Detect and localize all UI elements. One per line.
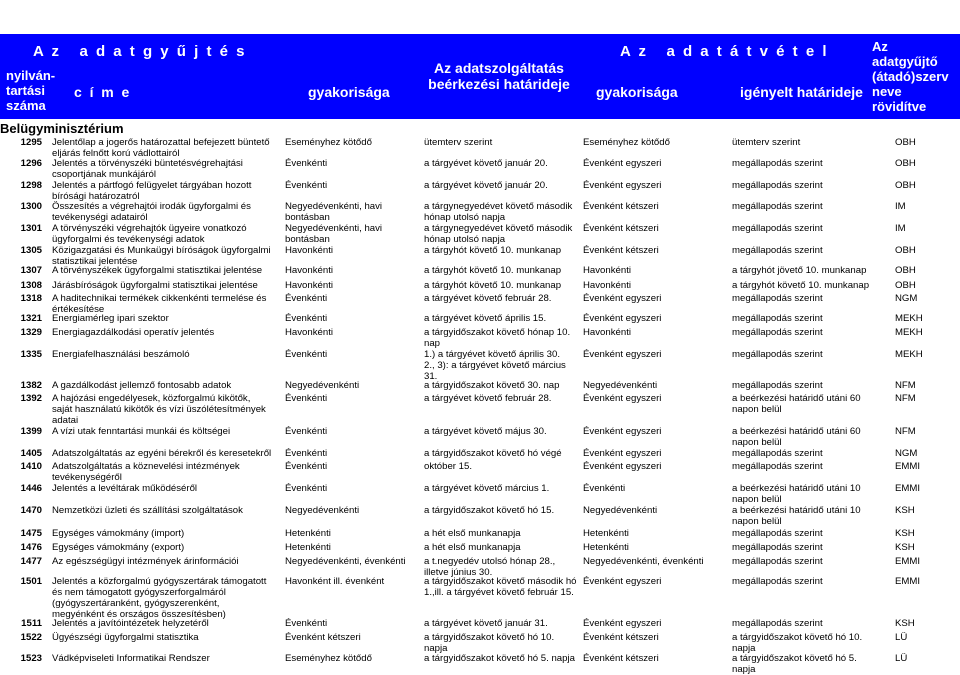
cell-tdue: megállapodás szerint [732, 327, 823, 338]
cell-org: OBH [895, 158, 916, 169]
cell-name: Jelentés a közforgalmú gyógyszertárak támogatott és nem támogatott gyógyszerforgalmáról (gyógyszertáranként, gyógyszerenként, megyénként és országos összesítésben) [52, 576, 267, 620]
cell-tdue: megállapodás szerint [732, 158, 823, 169]
cell-org: OBH [895, 245, 916, 256]
cell-name: Összesítés a végrehajtói irodák ügyforgalmi és tevékenységi adatairól [52, 201, 251, 223]
cell-due: a tárgyhót követő 10. munkanap [424, 265, 562, 276]
cell-id: 1298 [20, 180, 42, 191]
cell-due: a tárgyhót követő 10. munkanap [424, 280, 562, 291]
cell-org: LÜ [895, 632, 908, 643]
cell-org: KSH [895, 618, 915, 629]
cell-name: Adatszolgáltatás a köznevelési intézmények tevékenységéről [52, 461, 240, 483]
cell-tfreq: Évenként egyszeri [583, 158, 662, 169]
cell-id: 1295 [20, 137, 42, 148]
cell-org: OBH [895, 280, 916, 291]
cell-tdue: megállapodás szerint [732, 542, 823, 553]
cell-name: Jelentőlap a jogerős határozattal befejezett büntető eljárás felnőtt korú vádlottairól [52, 137, 270, 159]
cell-freq: Évenként kétszeri [285, 632, 361, 643]
cell-org: OBH [895, 265, 916, 276]
section-title: Belügyminisztérium [0, 121, 124, 136]
cell-tfreq: Évenként egyszeri [583, 448, 662, 459]
cell-due: a tárgyidőszakot követő hó 5. napja [424, 653, 575, 664]
cell-id: 1318 [20, 293, 42, 304]
cell-id: 1501 [20, 576, 42, 587]
cell-freq: Eseményhez kötődő [285, 137, 372, 148]
col-frequency-header: gyakorisága [308, 84, 390, 100]
cell-due: a tárgyévet követő február 28. [424, 293, 552, 304]
cell-name: Adatszolgáltatás az egyéni bérekről és keresetekről [52, 448, 272, 459]
cell-tfreq: Évenként kétszeri [583, 653, 659, 664]
col-registry-number-header: nyilván- tartási száma [6, 68, 56, 113]
cell-freq: Évenkénti [285, 448, 328, 459]
cell-name: Energiamérleg ipari szektor [52, 313, 169, 324]
col-requested-due-header: igényelt határideje [740, 84, 863, 100]
col-organization-header: Az adatgyűjtő (átadó)szerv neve rövidítve [872, 39, 949, 114]
cell-name: Jelentés a törvényszéki büntetésvégrehajtási csoportjának munkájáról [52, 158, 243, 180]
col-due-header: Az adatszolgáltatás beérkezési határideje [428, 60, 570, 92]
cell-due: a tárgyévet követő május 30. [424, 426, 547, 437]
cell-tfreq: Évenkénti [583, 483, 626, 494]
cell-name: Egységes vámokmány (export) [52, 542, 185, 553]
cell-org: IM [895, 223, 906, 234]
cell-org: OBH [895, 137, 916, 148]
cell-tfreq: Havonkénti [583, 280, 631, 291]
cell-id: 1476 [20, 542, 42, 553]
cell-org: NFM [895, 426, 916, 437]
cell-id: 1446 [20, 483, 42, 494]
cell-tfreq: Évenként egyszeri [583, 576, 662, 587]
cell-org: KSH [895, 528, 915, 539]
cell-org: NGM [895, 448, 918, 459]
cell-tfreq: Évenként egyszeri [583, 349, 662, 360]
cell-tfreq: Negyedévenkénti [583, 380, 658, 391]
cell-due: a tárgynegyedévet követő második hónap utolsó napja [424, 223, 573, 245]
cell-freq: Negyedévenkénti, havi bontásban [285, 223, 383, 245]
cell-freq: Havonkénti [285, 327, 333, 338]
cell-id: 1308 [20, 280, 42, 291]
cell-due: a tárgyidőszakot követő hó 15. [424, 505, 555, 516]
cell-tfreq: Évenként egyszeri [583, 426, 662, 437]
cell-due: a tárgyévet követő január 31. [424, 618, 548, 629]
cell-freq: Negyedévenkénti [285, 380, 360, 391]
cell-tdue: megállapodás szerint [732, 180, 823, 191]
cell-name: A törvényszéki végrehajtók ügyeire vonatkozó ügyforgalmi és tevékenységi adatok [52, 223, 247, 245]
cell-freq: Havonként ill. évenként [285, 576, 385, 587]
cell-name: Járásbíróságok ügyforgalmi statisztikai jelentése [52, 280, 258, 291]
cell-tfreq: Évenként egyszeri [583, 393, 662, 404]
cell-org: MEKH [895, 313, 923, 324]
cell-org: KSH [895, 542, 915, 553]
cell-tdue: megállapodás szerint [732, 618, 823, 629]
cell-org: NFM [895, 393, 916, 404]
cell-org: EMMI [895, 483, 921, 494]
cell-org: MEKH [895, 349, 923, 360]
cell-name: A törvényszékek ügyforgalmi statisztikai jelentése [52, 265, 263, 276]
col-name-header: c í m e [74, 84, 130, 100]
cell-id: 1475 [20, 528, 42, 539]
cell-freq: Havonkénti [285, 265, 333, 276]
cell-id: 1307 [20, 265, 42, 276]
cell-id: 1522 [20, 632, 42, 643]
cell-freq: Évenkénti [285, 426, 328, 437]
cell-tfreq: Havonkénti [583, 327, 631, 338]
cell-id: 1335 [20, 349, 42, 360]
cell-freq: Eseményhez kötődő [285, 653, 372, 664]
cell-org: OBH [895, 180, 916, 191]
cell-tdue: a beérkezési határidő utáni 10 napon belül [732, 483, 861, 505]
cell-tfreq: Eseményhez kötődő [583, 137, 670, 148]
cell-due: a tárgyidőszakot követő 30. nap [424, 380, 560, 391]
cell-due: a tárgyévet követő február 28. [424, 393, 552, 404]
cell-org: MEKH [895, 327, 923, 338]
header-data-collection: A z a d a t g y ű j t é s [33, 43, 247, 60]
cell-tdue: a beérkezési határidő utáni 60 napon belül [732, 426, 861, 448]
cell-tdue: megállapodás szerint [732, 556, 823, 567]
cell-id: 1305 [20, 245, 42, 256]
cell-freq: Évenkénti [285, 349, 328, 360]
cell-due: a tárgyévet követő április 15. [424, 313, 547, 324]
cell-id: 1329 [20, 327, 42, 338]
cell-name: Egységes vámokmány (import) [52, 528, 185, 539]
cell-freq: Évenkénti [285, 393, 328, 404]
cell-freq: Havonkénti [285, 280, 333, 291]
cell-name: A hajózási engedélyesek, közforgalmú kikötők, saját használatú kikötők és vízi üszólétesítmények adatai [52, 393, 266, 426]
cell-due: a tárgynegyedévet követő második hónap utolsó napja [424, 201, 573, 223]
cell-id: 1477 [20, 556, 42, 567]
cell-freq: Negyedévenkénti [285, 505, 360, 516]
cell-tfreq: Hetenkénti [583, 528, 629, 539]
cell-tdue: megállapodás szerint [732, 313, 823, 324]
cell-due: a tárgyidőszakot követő második hó 1.,ill. a tárgyévet követő február 15. [424, 576, 577, 598]
cell-tfreq: Negyedévenkénti [583, 505, 658, 516]
cell-due: a tárgyévet követő március 1. [424, 483, 550, 494]
cell-due: 1.) a tárgyévet követő április 30. 2., 3): a tárgyévet követő március 31. [424, 349, 566, 382]
cell-due: ütemterv szerint [424, 137, 493, 148]
cell-org: EMMI [895, 556, 921, 567]
cell-freq: Hetenkénti [285, 528, 331, 539]
cell-freq: Évenkénti [285, 180, 328, 191]
cell-due: a t.negyedév utolsó hónap 28., illetve június 30. [424, 556, 556, 578]
cell-id: 1300 [20, 201, 42, 212]
cell-tfreq: Évenként kétszeri [583, 223, 659, 234]
cell-due: a hét első munkanapja [424, 542, 521, 553]
cell-freq: Negyedévenkénti, évenkénti [285, 556, 406, 567]
cell-tdue: megállapodás szerint [732, 349, 823, 360]
cell-tdue: megállapodás szerint [732, 576, 823, 587]
cell-tdue: a beérkezési határidő utáni 60 napon belül [732, 393, 861, 415]
cell-name: Vádképviseleti Informatikai Rendszer [52, 653, 210, 664]
cell-tdue: megállapodás szerint [732, 201, 823, 212]
col-transfer-frequency-header: gyakorisága [596, 84, 678, 100]
cell-freq: Évenkénti [285, 293, 328, 304]
header-data-transfer: A z a d a t á t v é t e l [620, 43, 829, 60]
cell-name: Az egészségügyi intézmények árinformációi [52, 556, 239, 567]
cell-org: EMMI [895, 576, 921, 587]
cell-tdue: ütemterv szerint [732, 137, 801, 148]
cell-due: október 15. [424, 461, 473, 472]
cell-tdue: megállapodás szerint [732, 461, 823, 472]
cell-name: Energiagazdálkodási operatív jelentés [52, 327, 215, 338]
cell-name: Jelentés a javítóintézetek helyzetéről [52, 618, 209, 629]
cell-tfreq: Évenként egyszeri [583, 461, 662, 472]
cell-name: A haditechnikai termékek cikkenkénti termelése és értékesítése [52, 293, 267, 315]
cell-id: 1410 [20, 461, 42, 472]
cell-tdue: megállapodás szerint [732, 293, 823, 304]
cell-freq: Évenkénti [285, 461, 328, 472]
cell-tdue: a tárgyhót jövető 10. munkanap [732, 265, 867, 276]
cell-name: Jelentés a pártfogó felügyelet tárgyában hozott bírósági határozatról [52, 180, 252, 202]
cell-tdue: megállapodás szerint [732, 245, 823, 256]
cell-tfreq: Évenként egyszeri [583, 293, 662, 304]
table-header [0, 34, 960, 119]
cell-freq: Évenkénti [285, 483, 328, 494]
cell-id: 1511 [21, 618, 42, 629]
cell-org: EMMI [895, 461, 921, 472]
cell-tdue: megállapodás szerint [732, 380, 823, 391]
cell-freq: Évenkénti [285, 158, 328, 169]
cell-freq: Évenkénti [285, 313, 328, 324]
cell-tdue: megállapodás szerint [732, 528, 823, 539]
cell-tfreq: Évenként kétszeri [583, 245, 659, 256]
cell-name: Ügyészségi ügyforgalmi statisztika [52, 632, 199, 643]
cell-name: Közigazgatási és Munkaügyi bíróságok ügyforgalmi statisztikai jelentése [52, 245, 271, 267]
cell-id: 1321 [20, 313, 42, 324]
cell-org: KSH [895, 505, 915, 516]
cell-org: LÜ [895, 653, 908, 664]
cell-freq: Évenkénti [285, 618, 328, 629]
cell-name: A vízi utak fenntartási munkái és költségei [52, 426, 231, 437]
cell-id: 1296 [20, 158, 42, 169]
cell-id: 1382 [20, 380, 42, 391]
cell-name: Jelentés a levéltárak működéséről [52, 483, 198, 494]
cell-due: a hét első munkanapja [424, 528, 521, 539]
cell-tdue: a tárgyidőszakot követő hó 5. napja [732, 653, 857, 675]
cell-tfreq: Évenként egyszeri [583, 618, 662, 629]
cell-id: 1301 [20, 223, 42, 234]
cell-tdue: a beérkezési határidő utáni 10 napon belül [732, 505, 861, 527]
cell-due: a tárgyévet követő január 20. [424, 158, 548, 169]
cell-org: NGM [895, 293, 918, 304]
cell-name: A gazdálkodást jellemző fontosabb adatok [52, 380, 232, 391]
cell-id: 1399 [20, 426, 42, 437]
cell-due: a tárgyévet követő január 20. [424, 180, 548, 191]
cell-tfreq: Hetenkénti [583, 542, 629, 553]
cell-id: 1470 [20, 505, 42, 516]
cell-due: a tárgyhót követő 10. munkanap [424, 245, 562, 256]
cell-id: 1392 [20, 393, 42, 404]
cell-tdue: a tárgyhót követő 10. munkanap [732, 280, 870, 291]
cell-due: a tárgyidőszakot követő hó 10. napja [424, 632, 555, 654]
cell-due: a tárgyidőszakot követő hónap 10. nap [424, 327, 571, 349]
cell-name: Energiafelhasználási beszámoló [52, 349, 190, 360]
cell-due: a tárgyidőszakot követő hó végé [424, 448, 562, 459]
cell-freq: Havonkénti [285, 245, 333, 256]
cell-freq: Negyedévenkénti, havi bontásban [285, 201, 383, 223]
cell-tfreq: Évenként kétszeri [583, 632, 659, 643]
cell-tfreq: Évenként egyszeri [583, 180, 662, 191]
cell-id: 1405 [20, 448, 42, 459]
cell-tfreq: Havonkénti [583, 265, 631, 276]
cell-tfreq: Évenként kétszeri [583, 201, 659, 212]
cell-tfreq: Évenként egyszeri [583, 313, 662, 324]
cell-freq: Hetenkénti [285, 542, 331, 553]
cell-tdue: megállapodás szerint [732, 223, 823, 234]
cell-tdue: megállapodás szerint [732, 448, 823, 459]
cell-tdue: a tárgyidőszakot követő hó 10. napja [732, 632, 863, 654]
cell-name: Nemzetközi üzleti és szállítási szolgáltatások [52, 505, 243, 516]
cell-org: NFM [895, 380, 916, 391]
cell-org: IM [895, 201, 906, 212]
cell-id: 1523 [20, 653, 42, 664]
cell-tfreq: Negyedévenkénti, évenkénti [583, 556, 704, 567]
